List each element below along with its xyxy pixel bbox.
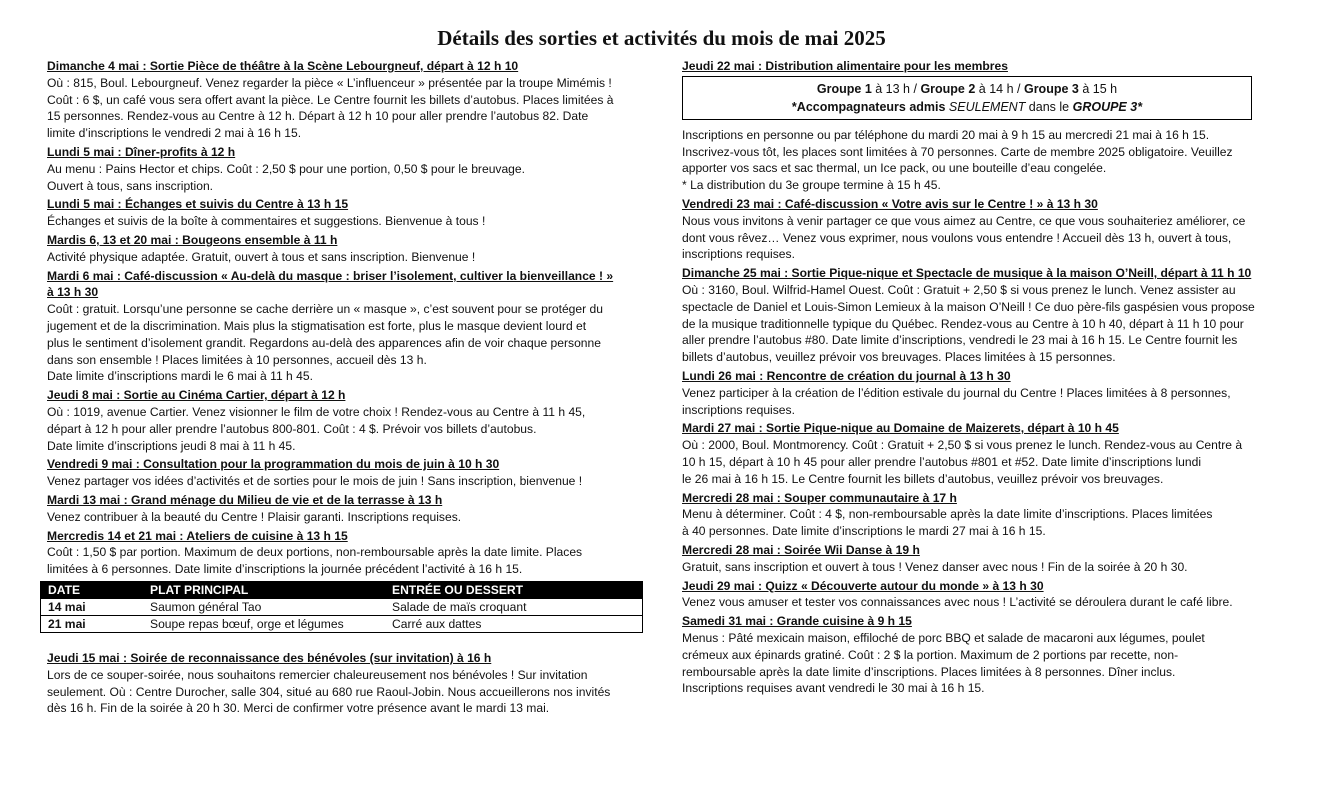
- distribution-groups-box: [682, 76, 1252, 120]
- table-cell: 14 mai: [41, 598, 144, 615]
- event-title: Lundi 26 mai : Rencontre de création du journal à 13 h 30: [682, 368, 1011, 383]
- event-body: Menu à déterminer. Coût : 4 $, non-remboursable après la date limite d’inscriptions. Places limitées à 40 personnes. Date limite d’inscriptions le mardi 27 mai à 16 h 15.: [682, 507, 1213, 539]
- group-schedule: [683, 80, 1251, 98]
- column-header: DATE: [41, 581, 144, 598]
- note-text: dans le: [1025, 99, 1073, 114]
- event-section: [682, 613, 1276, 697]
- event-body: Nous vous invitons à venir partager ce que vous aimez au Centre, ce que vous souhaiteriez améliorer, ce dont vous rêvez… Venez vous exprimer, nous voulons vous entendre ! Accueil dès 13 h, ouvert à tous, inscriptions requises.: [682, 213, 1246, 262]
- event-section: [47, 144, 641, 194]
- event-title: Jeudi 8 mai : Sortie au Cinéma Cartier, départ à 12 h: [47, 388, 346, 403]
- event-title: Vendredi 23 mai : Café-discussion « Votre avis sur le Centre ! » à 13 h 30: [682, 196, 1098, 211]
- table-cell: Soupe repas bœuf, orge et légumes: [143, 615, 385, 632]
- event-body: Où : 3160, Boul. Wilfrid-Hamel Ouest. Coût : Gratuit + 2,50 $ si vous prenez le lunch. Venez assister au spectacle de Daniel et Louis-Simon Lemieux à la maison O’Neill ! Ce duo père-fils gaspésien vous propose de la musique traditionnelle typique du Québec. Rendez-vous au Centre à 10 h 40, départ à 11 h 10 pour aller prendre l’autobus #80. Date limite d’inscriptions, vendredi le 23 mai à 16 h 15. Le Centre fournit les billets d’autobus, veuillez prévoir vos breuvages. Places limitées à 15 personnes.: [682, 282, 1255, 365]
- note-emphasis: SEULEMENT: [948, 99, 1026, 114]
- event-title: Mardi 27 mai : Sortie Pique-nique au Domaine de Maizerets, départ à 10 h 45: [682, 421, 1119, 436]
- event-section: [47, 492, 641, 526]
- event-body: Venez vous amuser et tester vos connaissances avec nous ! L’activité se déroulera durant le café libre.: [682, 595, 1233, 610]
- table-row: [41, 598, 643, 615]
- event-section: [682, 368, 1276, 418]
- event-body: Menus : Pâté mexicain maison, effiloché de porc BBQ et salade de macaroni aux légumes, poulet crémeux aux épinards gratiné. Coût : 2 $ la portion. Maximum de 2 portions par recette, non- remboursable après la date limite d’inscriptions. Places limitées à 8 personnes. Dîner inclus. Inscriptions requises avant vendredi le 30 mai à 16 h 15.: [682, 630, 1205, 696]
- event-section: [682, 578, 1276, 612]
- event-title: Jeudi 29 mai : Quizz « Découverte autour du monde » à 13 h 30: [682, 578, 1044, 593]
- event-title: Lundi 5 mai : Dîner-profits à 12 h: [47, 144, 236, 159]
- event-body: Où : 1019, avenue Cartier. Venez visionner le film de votre choix ! Rendez-vous au Centre à 11 h 45, départ à 12 h pour aller prendre l’autobus 800-801. Coût : 4 $. Prévoir vos billets d’autobus. Date limite d’inscriptions jeudi 8 mai à 11 h 45.: [47, 404, 586, 453]
- page-title: Détails des sorties et activités du mois de mai 2025: [437, 26, 886, 50]
- event-title: Jeudi 22 mai : Distribution alimentaire pour les membres: [682, 59, 1008, 73]
- table-cell: Salade de maïs croquant: [385, 598, 643, 615]
- left-column: [47, 58, 641, 719]
- event-section: [47, 268, 641, 386]
- event-title: Mardis 6, 13 et 20 mai : Bougeons ensemble à 11 h: [47, 232, 338, 247]
- event-body: Au menu : Pains Hector et chips. Coût : 2,50 $ pour une portion, 0,50 $ pour le breuvage. Ouvert à tous, sans inscription.: [47, 161, 525, 193]
- event-section: [47, 387, 641, 454]
- event-body: Coût : 1,50 $ par portion. Maximum de deux portions, non-remboursable après la date limite. Places limitées à 6 personnes. Date limite d’inscriptions la journée précédent l’activité à 16 h 15.: [47, 545, 583, 577]
- table-header-row: [41, 581, 643, 598]
- event-body: Gratuit, sans inscription et ouvert à tous ! Venez danser avec nous ! Fin de la soirée à 20 h 30.: [682, 559, 1188, 574]
- event-section: [47, 232, 641, 266]
- event-body: Venez contribuer à la beauté du Centre ! Plaisir garanti. Inscriptions requises.: [47, 509, 462, 524]
- event-body: Où : 815, Boul. Lebourgneuf. Venez regarder la pièce « L’influenceur » présentée par la troupe Mimémis ! Coût : 6 $, un café vous sera offert avant la pièce. Le Centre fournit les billets d’autobus. Places limitées à 15 personnes. Rendez-vous au Centre à 12 h. Départ à 12 h 10 pour aller prendre l’autobus 82. Date limite d’inscriptions le vendredi 2 mai à 16 h 15.: [47, 75, 614, 141]
- table-cell: 21 mai: [41, 615, 144, 632]
- event-title: Mardi 13 mai : Grand ménage du Milieu de vie et de la terrasse à 13 h: [47, 492, 443, 507]
- event-title: Samedi 31 mai : Grande cuisine à 9 h 15: [682, 614, 912, 629]
- event-body: Échanges et suivis de la boîte à commentaires et suggestions. Bienvenue à tous !: [47, 214, 486, 229]
- table-cell: Saumon général Tao: [143, 598, 385, 615]
- event-title: Dimanche 4 mai : Sortie Pièce de théâtre à la Scène Lebourgneuf, départ à 12 h 10: [47, 59, 519, 73]
- group-time: à 15 h: [1078, 81, 1118, 96]
- event-title: Mercredis 14 et 21 mai : Ateliers de cuisine à 13 h 15: [47, 528, 348, 543]
- right-column: [682, 58, 1276, 699]
- event-section: [682, 490, 1276, 540]
- group-label: Groupe 3: [1023, 81, 1079, 96]
- event-title: Lundi 5 mai : Échanges et suivis du Centre à 13 h 15: [47, 197, 349, 212]
- table-row: [41, 615, 643, 632]
- event-title: Vendredi 9 mai : Consultation pour la programmation du mois de juin à 10 h 30: [47, 457, 500, 472]
- column-header: ENTRÉE OU DESSERT: [385, 581, 643, 598]
- group-time: à 14 h /: [975, 81, 1024, 96]
- event-body: Venez partager vos idées d’activités et de sorties pour le mois de juin ! Sans inscription, bienvenue !: [47, 474, 583, 489]
- event-title: Mardi 6 mai : Café-discussion « Au-delà du masque : briser l’isolement, cultiver la bienveillance ! » à 13 h 30: [47, 268, 614, 300]
- event-body: Lors de ce souper-soirée, nous souhaitons remercier chaleureusement nos bénévoles ! Sur invitation seulement. Où : Centre Durocher, salle 304, situé au 680 rue Raoul-Jobin. Nous accueillerons nos invités dès 16 h. Fin de la soirée à 20 h 30. Merci de confirmer votre présence avant le mardi 13 mai.: [47, 667, 611, 716]
- group-time: à 13 h /: [871, 81, 921, 96]
- event-title: Mercredi 28 mai : Soirée Wii Danse à 19 h: [682, 542, 920, 557]
- event-section: [682, 420, 1276, 487]
- event-title: Jeudi 15 mai : Soirée de reconnaissance des bénévoles (sur invitation) à 16 h: [47, 650, 492, 665]
- table-cell: Carré aux dattes: [385, 615, 643, 632]
- event-section: [47, 58, 641, 142]
- event-section: [682, 196, 1276, 263]
- event-section: [47, 528, 641, 578]
- event-section: [47, 196, 641, 230]
- cooking-menu-table: [40, 581, 643, 633]
- column-header: PLAT PRINCIPAL: [143, 581, 385, 598]
- event-body: Activité physique adaptée. Gratuit, ouvert à tous et sans inscription. Bienvenue !: [47, 249, 476, 264]
- event-section: [682, 265, 1276, 366]
- event-section: [47, 456, 641, 490]
- event-body: Venez participer à la création de l’édition estivale du journal du Centre ! Places limitées à 8 personnes, inscriptions requises.: [682, 385, 1231, 417]
- event-body: Inscriptions en personne ou par téléphone du mardi 20 mai à 9 h 15 au mercredi 21 mai à 16 h 15. Inscrivez-vous tôt, les places sont limitées à 70 personnes. Carte de membre 2025 obligatoire. Veuillez apporter vos sacs et sac thermal, un Ice pack, ou une bouteille d’eau congelée. * La distribution du 3e groupe termine à 15 h 45.: [682, 127, 1233, 193]
- event-body: Où : 2000, Boul. Montmorency. Coût : Gratuit + 2,50 $ si vous prenez le lunch. Rendez-vous au Centre à 10 h 15, départ à 10 h 45 pour aller prendre l’autobus #801 et #52. Date limite d’inscriptions lundi le 26 mai à 16 h 15. Le Centre fournit les billets d’autobus, veuillez prévoir vos breuvages.: [682, 438, 1243, 486]
- note-emphasis: GROUPE 3*: [1072, 99, 1143, 114]
- event-section: [47, 650, 641, 717]
- event-title: Mercredi 28 mai : Souper communautaire à 17 h: [682, 490, 957, 505]
- companion-note: [683, 98, 1251, 116]
- group-label: Groupe 1: [816, 81, 872, 96]
- event-section: [682, 542, 1276, 576]
- event-section: [682, 58, 1276, 194]
- event-body: Coût : gratuit. Lorsqu’une personne se cache derrière un « masque », c’est souvent pour se protéger du jugement et de la discrimination. Mais plus la stigmatisation est forte, plus le masque devient lourd et plus le sentiment d’isolement grandit. Regardons au-delà des apparences afin de voir chaque personne dans son ensemble ! Places limitées à 10 personnes, accueil dès 13 h. Date limite d’inscriptions mardi le 6 mai à 11 h 45.: [47, 302, 603, 384]
- event-title: Dimanche 25 mai : Sortie Pique-nique et Spectacle de musique à la maison O’Neill, départ à 11 h 10: [682, 266, 1252, 281]
- note-text: *Accompagnateurs admis: [791, 99, 949, 114]
- group-label: Groupe 2: [920, 81, 976, 96]
